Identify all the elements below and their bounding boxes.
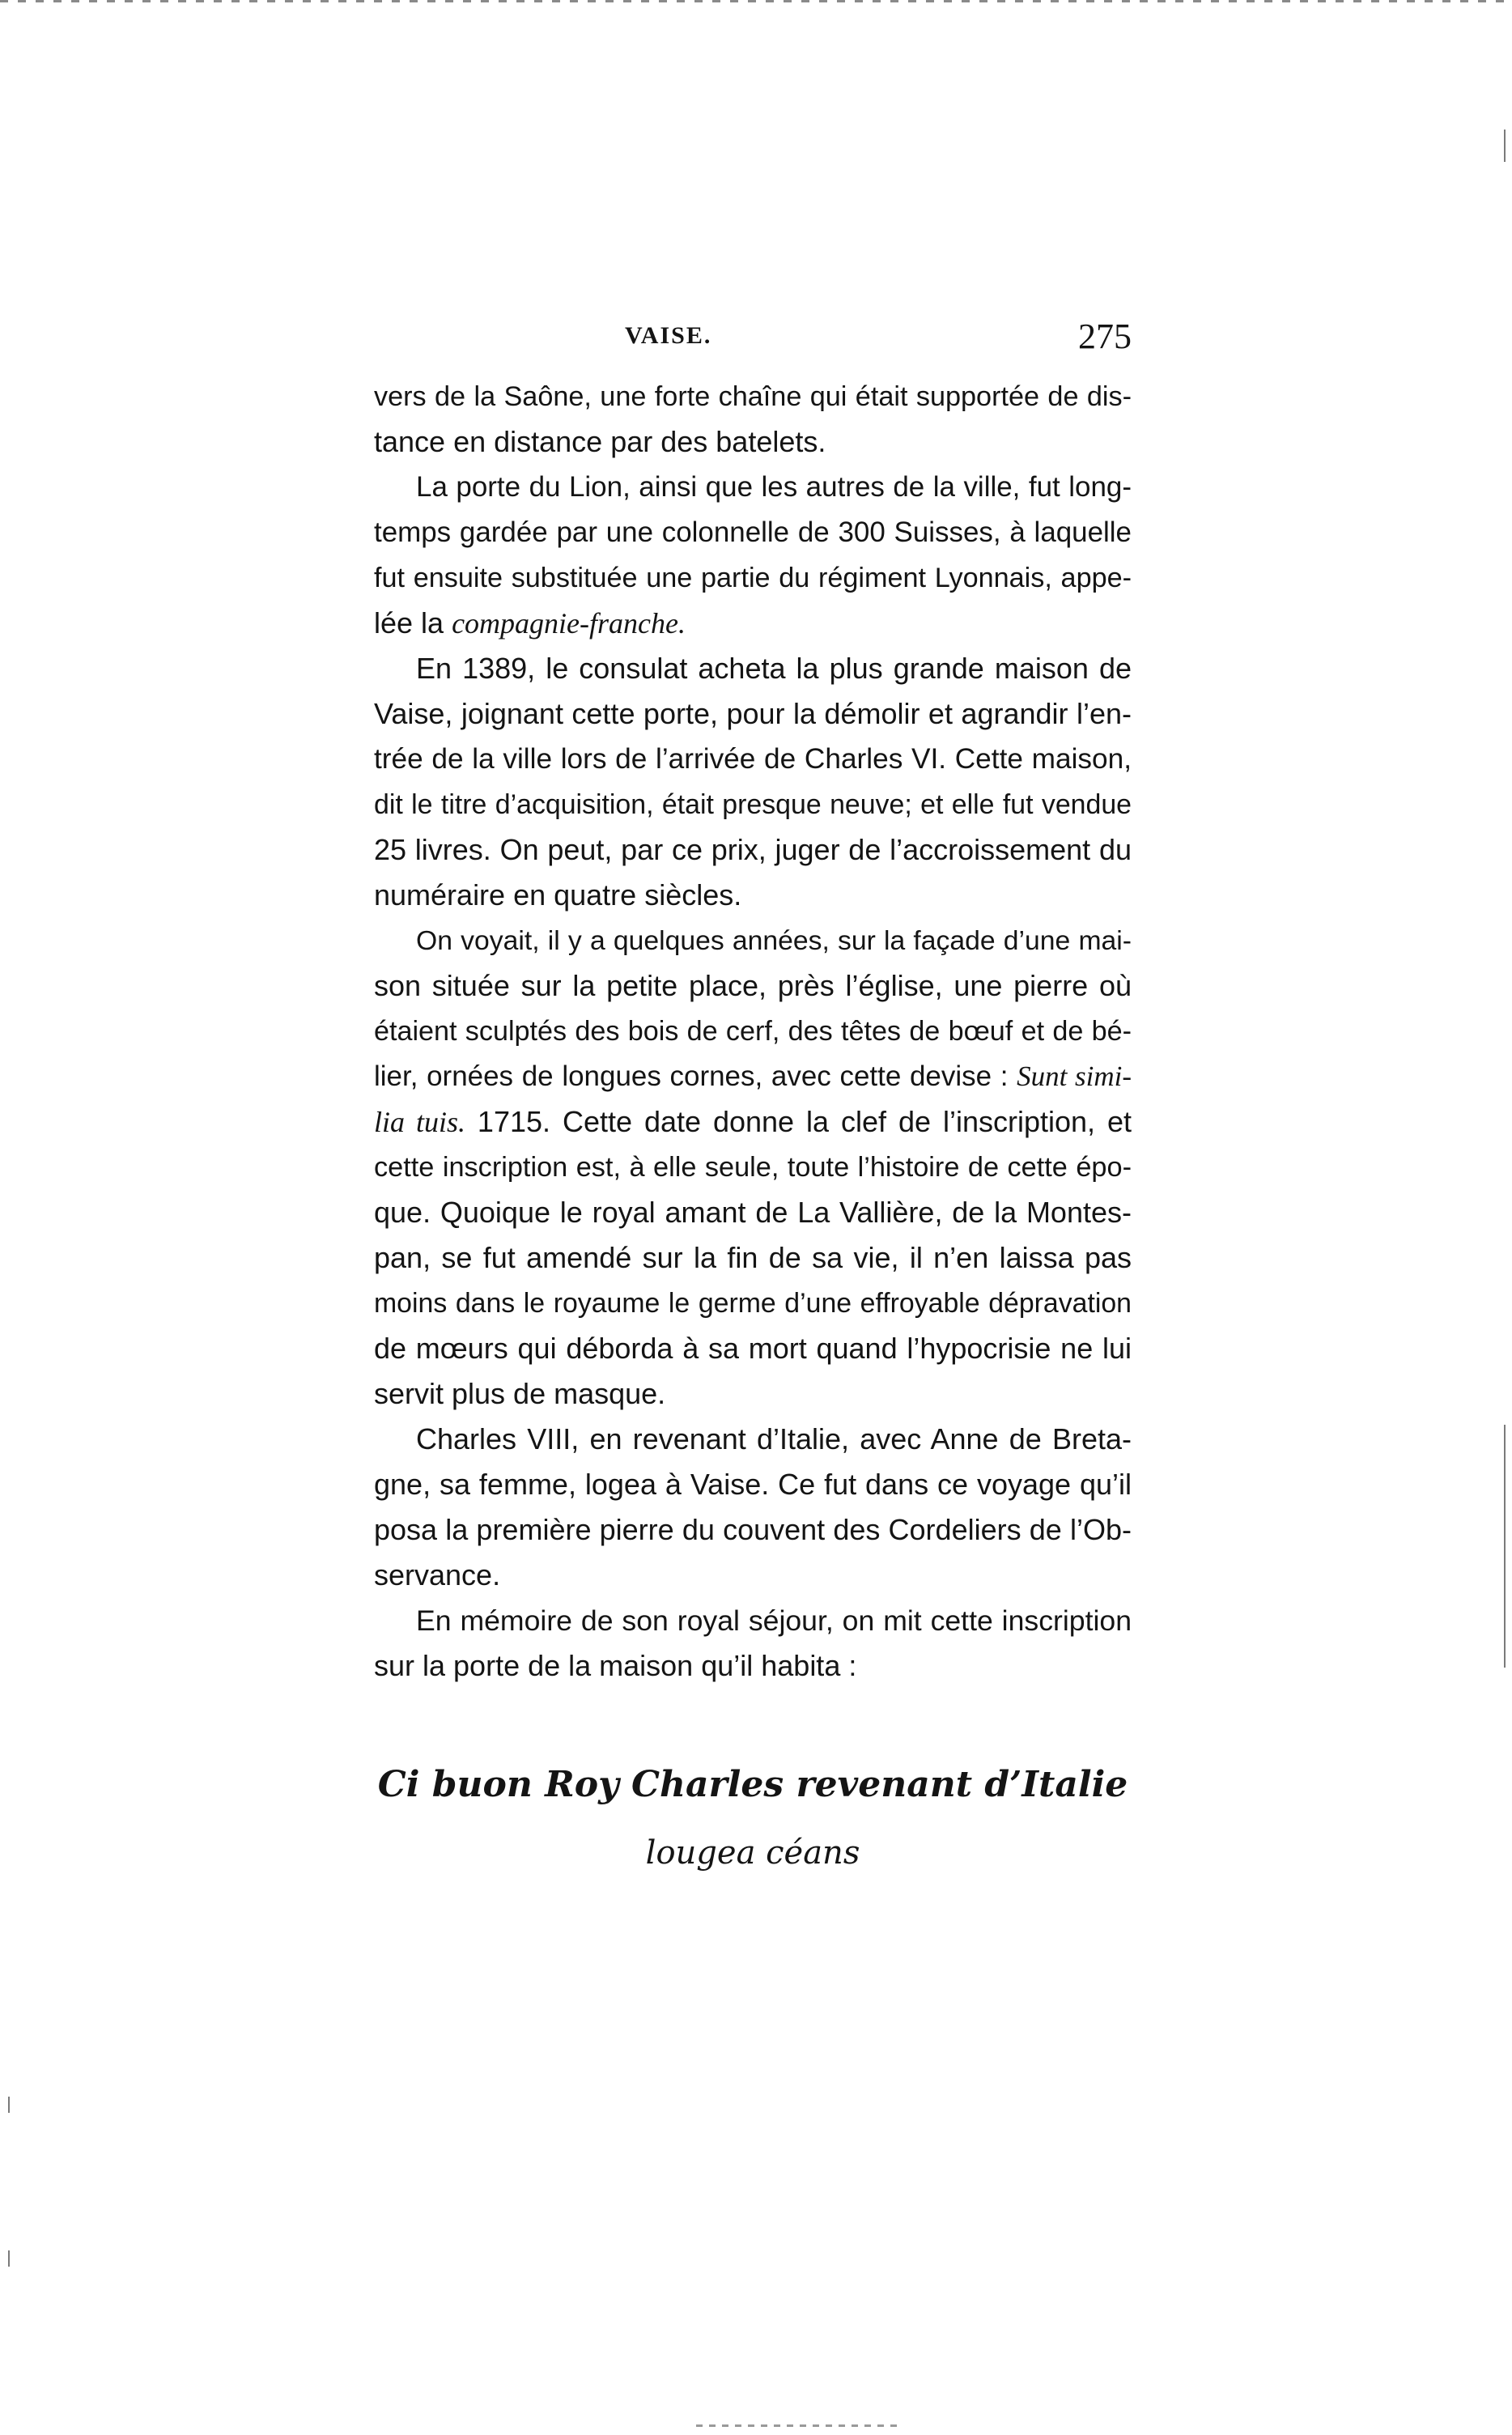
running-head: VAISE. [625,322,712,349]
text-line: La porte du Lion, ainsi que les autres de la ville, fut long- [416,471,1132,503]
text-segment: lier, ornées de longues cornes, avec cette devise : [374,1060,1017,1092]
text-line: trée de la ville lors de l’arrivée de Charles VI. Cette maison, [374,743,1132,775]
text-line: 25 livres. On peut, par ce prix, juger de l’accroissement du [374,833,1132,866]
scan-edge-mark [8,2250,10,2267]
text-line: tance en distance par des batelets. [374,425,826,458]
scan-top-edge [0,0,1512,2]
page-number: 275 [1078,317,1132,356]
inscription-line-2: lougea céans [645,1834,860,1872]
gothic-inscription [374,1757,1132,1881]
text-line: Vaise, joignant cette porte, pour la démolir et agrandir l’en- [374,697,1132,730]
scan-edge-mark [1504,130,1506,162]
text-line: temps gardée par une colonnelle de 300 Suisses, à laquelle [374,516,1132,548]
text-line: En mémoire de son royal séjour, on mit cette inscription [416,1604,1132,1637]
text-line: de mœurs qui déborda à sa mort quand l’hypocrisie ne lui [374,1332,1132,1365]
text-line: fut ensuite substituée une partie du régiment Lyonnais, appe- [374,563,1132,593]
text-line: En 1389, le consulat acheta la plus grande maison de [416,652,1132,685]
text-line: gne, sa femme, logea à Vaise. Ce fut dans ce voyage qu’il [374,1468,1132,1501]
body-text [374,374,1132,1689]
text-line: moins dans le royaume le germe d’une effroyable dépravation [374,1288,1132,1319]
text-line: numéraire en quatre siècles. [374,878,742,912]
text-segment: 1715. Cette date donne la clef de l’inscription, et [465,1105,1132,1138]
italic-term: compagnie-franche. [452,607,686,640]
text-line: servance. [374,1558,501,1591]
page-header [374,317,1132,363]
text-line: cette inscription est, à elle seule, toute l’histoire de cette épo- [374,1152,1132,1183]
scan-edge-mark [1504,1425,1506,1668]
text-line: posa la première pierre du couvent des Cordeliers de l’Ob- [374,1513,1132,1546]
text-line: pan, se fut amendé sur la fin de sa vie, il n’en laissa pas [374,1241,1132,1274]
text-line [374,1099,1132,1145]
italic-motto: Sunt simi- [1017,1060,1132,1092]
text-line [374,601,1132,646]
text-line: que. Quoique le royal amant de La Vallière, de la Montes- [374,1196,1132,1229]
scan-bottom-edge [696,2424,898,2427]
text-line [374,1054,1132,1099]
italic-motto: lia tuis. [374,1106,465,1138]
inscription-line-1: Ci buon Roy Charles revenant d’Italie [377,1764,1128,1805]
text-line: étaient sculptés des bois de cerf, des têtes de bœuf et de bé- [374,1016,1132,1047]
scan-edge-mark [8,2097,10,2113]
text-line: servit plus de masque. [374,1377,666,1410]
text-line: Charles VIII, en revenant d’Italie, avec Anne de Breta- [416,1422,1132,1455]
text-line: sur la porte de la maison qu’il habita : [374,1649,857,1682]
text-line: vers de la Saône, une forte chaîne qui était supportée de dis- [374,381,1132,412]
text-line: dit le titre d’acquisition, était presque neuve; et elle fut vendue [374,789,1132,820]
text-line: On voyait, il y a quelques années, sur la façade d’une mai- [416,925,1132,956]
text-line: son située sur la petite place, près l’église, une pierre où [374,969,1132,1002]
text-segment: lée la [374,606,452,640]
